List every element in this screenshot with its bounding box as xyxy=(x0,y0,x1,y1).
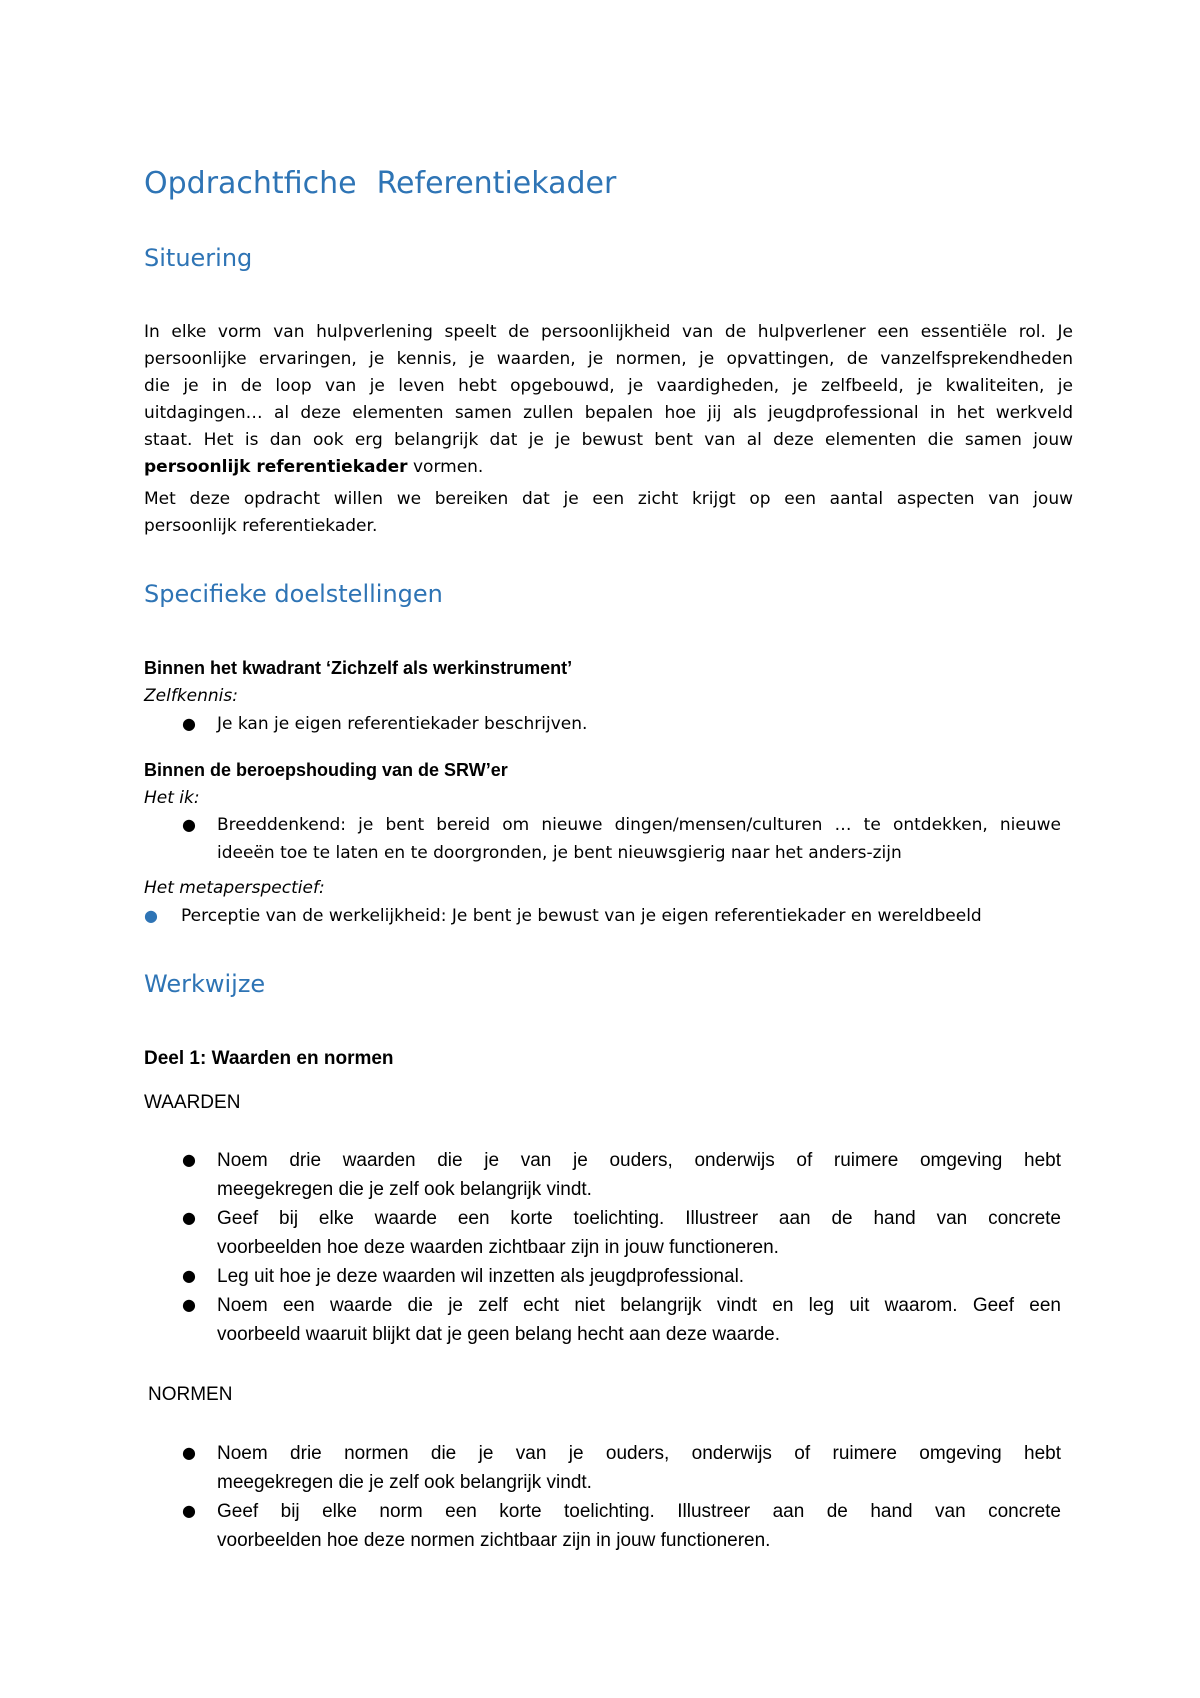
list-item-line: Noem een waarde die je zelf echt niet belangrijk vindt en leg uit waarom. Geef een xyxy=(217,1295,1061,1316)
title-part-2: Referentiekader xyxy=(376,166,617,201)
paragraph-line: In elke vorm van hulpverlening speelt de persoonlijkheid van de hulpverlener een essentiële rol. Je xyxy=(144,322,1073,342)
bullet-icon: ● xyxy=(182,815,196,834)
paragraph-line: persoonlijk referentiekader. xyxy=(144,516,378,536)
list-item-line: voorbeelden hoe deze waarden zichtbaar zijn in jouw functioneren. xyxy=(217,1237,779,1258)
heading-werkwijze: Werkwijze xyxy=(144,970,266,998)
list-item-line: Noem drie normen die je van je ouders, onderwijs of ruimere omgeving hebt xyxy=(217,1443,1061,1464)
kwadrant-title: Binnen het kwadrant ‘Zichzelf als werkinstrument’ xyxy=(144,658,573,678)
list-item-line: meegekregen die je zelf ook belangrijk vindt. xyxy=(217,1179,592,1200)
list-item: Je kan je eigen referentiekader beschrijven. xyxy=(217,714,588,734)
het-ik-label: Het ik: xyxy=(144,788,200,808)
beroepshouding-title: Binnen de beroepshouding van de SRW’er xyxy=(144,760,508,780)
bullet-icon: ● xyxy=(144,906,158,925)
heading-doelstellingen: Specifieke doelstellingen xyxy=(144,580,443,608)
normen-label: NORMEN xyxy=(148,1384,233,1405)
metaperspectief-label: Het metaperspectief: xyxy=(144,878,325,898)
heading-situering: Situering xyxy=(144,244,253,272)
deel1-title: Deel 1: Waarden en normen xyxy=(144,1048,394,1069)
bullet-icon: ● xyxy=(182,714,196,733)
bullet-icon: ● xyxy=(182,1443,196,1462)
list-item-line: ideeën toe te laten en te doorgronden, je bent nieuwsgierig naar het anders-zijn xyxy=(217,843,902,863)
list-item-line: Leg uit hoe je deze waarden wil inzetten als jeugdprofessional. xyxy=(217,1266,745,1287)
list-item-line: voorbeelden hoe deze normen zichtbaar zijn in jouw functioneren. xyxy=(217,1530,771,1551)
zelfkennis-label: Zelfkennis: xyxy=(144,686,238,706)
list-item-line: Breeddenkend: je bent bereid om nieuwe dingen/mensen/culturen … te ontdekken, nieuwe xyxy=(217,815,1061,835)
paragraph-line: uitdagingen… al deze elementen samen zullen bepalen hoe jij als jeugdprofessional in het werkveld xyxy=(144,403,1073,423)
list-item-line: meegekregen die je zelf ook belangrijk vindt. xyxy=(217,1472,592,1493)
paragraph-tail: vormen. xyxy=(407,457,484,477)
list-item-line: Geef bij elke waarde een korte toelichting. Illustreer aan de hand van concrete xyxy=(217,1208,1061,1229)
list-item-line: Geef bij elke norm een korte toelichting. Illustreer aan de hand van concrete xyxy=(217,1501,1061,1522)
paragraph-line: staat. Het is dan ook erg belangrijk dat je je bewust bent van al deze elementen die samen jouw xyxy=(144,430,1073,450)
waarden-label: WAARDEN xyxy=(144,1092,241,1113)
list-item-line: voorbeeld waaruit blijkt dat je geen belang hecht aan deze waarde. xyxy=(217,1324,780,1345)
bold-term: persoonlijk referentiekader xyxy=(144,457,408,477)
title-part-1: Opdrachtfiche xyxy=(144,166,357,201)
bullet-icon: ● xyxy=(182,1150,196,1169)
bullet-icon: ● xyxy=(182,1501,196,1520)
page-title xyxy=(144,166,616,201)
list-item-line: Noem drie waarden die je van je ouders, onderwijs of ruimere omgeving hebt xyxy=(217,1150,1061,1171)
paragraph-line xyxy=(144,457,483,477)
list-item: Perceptie van de werkelijkheid: Je bent je bewust van je eigen referentiekader en wereldbeeld xyxy=(181,906,982,926)
paragraph-line: persoonlijke ervaringen, je kennis, je waarden, je normen, je opvattingen, de vanzelfsprekendheden xyxy=(144,349,1073,369)
bullet-icon: ● xyxy=(182,1208,196,1227)
bullet-icon: ● xyxy=(182,1295,196,1314)
paragraph-line: die je in de loop van je leven hebt opgebouwd, je vaardigheden, je zelfbeeld, je kwaliteiten, je xyxy=(144,376,1073,396)
bullet-icon: ● xyxy=(182,1266,196,1285)
paragraph-line: Met deze opdracht willen we bereiken dat je een zicht krijgt op een aantal aspecten van jouw xyxy=(144,489,1073,509)
